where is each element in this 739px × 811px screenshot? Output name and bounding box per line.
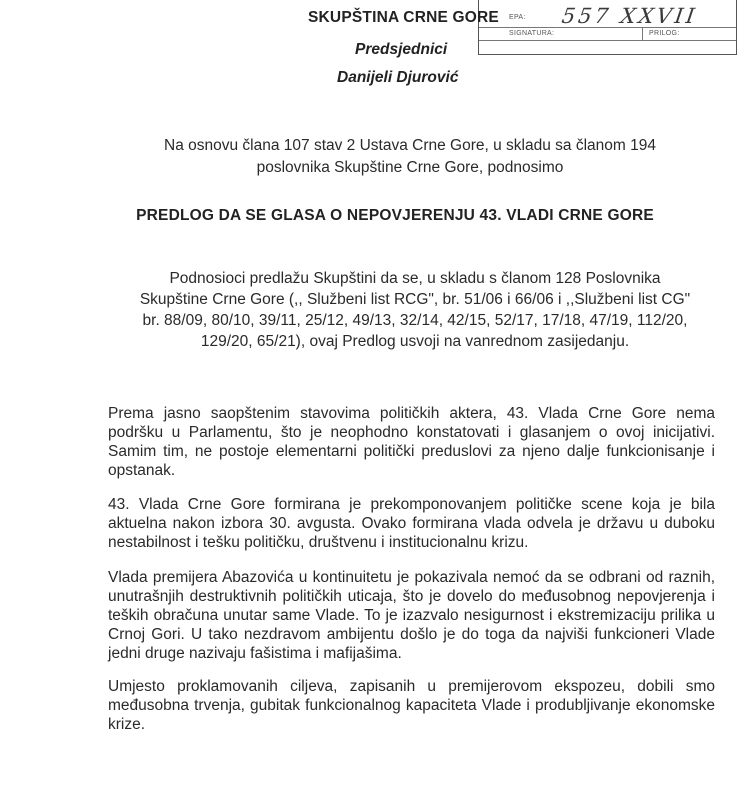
stamp-label-signature: SIGNATURA: <box>509 30 555 37</box>
registry-stamp <box>478 0 737 55</box>
body-paragraph: Umjesto proklamovanih ciljeva, zapisanih u premijerovom ekspozeu, dobili smo međusobna trvenja, gubitak funkcionalnog kapaciteta Vlade i produbljivanje ekonomske krize. <box>108 678 715 733</box>
body-paragraph: 43. Vlada Crne Gore formirana je prekomponovanjem političke scene koja je bila aktuelna nakon izbora 30. avgusta. Ovako formirana vlada odvela je državu u duboku nestabilnost i tešku političku, društvenu i institucionalnu krizu. <box>108 496 715 551</box>
stamp-label-epa: EPA: <box>509 14 526 21</box>
body-paragraph: Vlada premijera Abazovića u kontinuitetu je pokazivala nemoć da se odbrani od raznih, unutrašnjih destruktivnih političkih uticaja, što je dovelo do međusobnog nepovjerenja i teških obračuna unutar same Vlade. To je izazvalo nesigurnost i ekstremizaciju prilika u Crnoj Gori. U tako nezdravom ambijentu došlo je do toga da najviši funkcioneri Vlade jedni druge nazivaju fašistima i mafijašima. <box>108 569 715 662</box>
institution-heading: SKUPŠTINA CRNE GORE <box>308 9 499 26</box>
stamp-label-attachment: PRILOG: <box>649 30 680 37</box>
addressee-title: Predsjednici <box>355 41 448 58</box>
intro-text: Na osnovu člana 107 stav 2 Ustava Crne Gore, u skladu sa članom 194 poslovnika Skupštine Crne Gore, podnosimo <box>164 137 656 176</box>
body-paragraph: Prema jasno saopštenim stavovima političkih aktera, 43. Vlada Crne Gore nema podršku u Parlamentu, što je neophodno konstatovati i glasanjem o ovoj inicijativi. Samim tim, ne postoje elementarni politički preduslovi za njeno dalje funkcionisanje i opstanak. <box>108 405 715 479</box>
stamp-handwritten-number: 557 XXVII <box>560 4 700 28</box>
body-text <box>108 404 715 749</box>
addressee-name: Danijeli Djurović <box>337 69 459 86</box>
petition-text: Podnosioci predlažu Skupštini da se, u skladu s članom 128 Poslovnika Skupštine Crne Gore (,, Službeni list RCG", br. 51/06 i 66/06 i ,,Službeni list CG" br. 88/09, 80/10, 39/11, 25/12, 49/13, 32/14, 42/15, 52/17, 17/18, 47/19, 112/20, 129/20, 65/21), ovaj Predlog usvoji na vanrednom zasijedanju. <box>139 270 691 350</box>
stamp-divider <box>642 27 643 40</box>
document-title: PREDLOG DA SE GLASA O NEPOVJERENJU 43. VLADI CRNE GORE <box>136 207 654 224</box>
